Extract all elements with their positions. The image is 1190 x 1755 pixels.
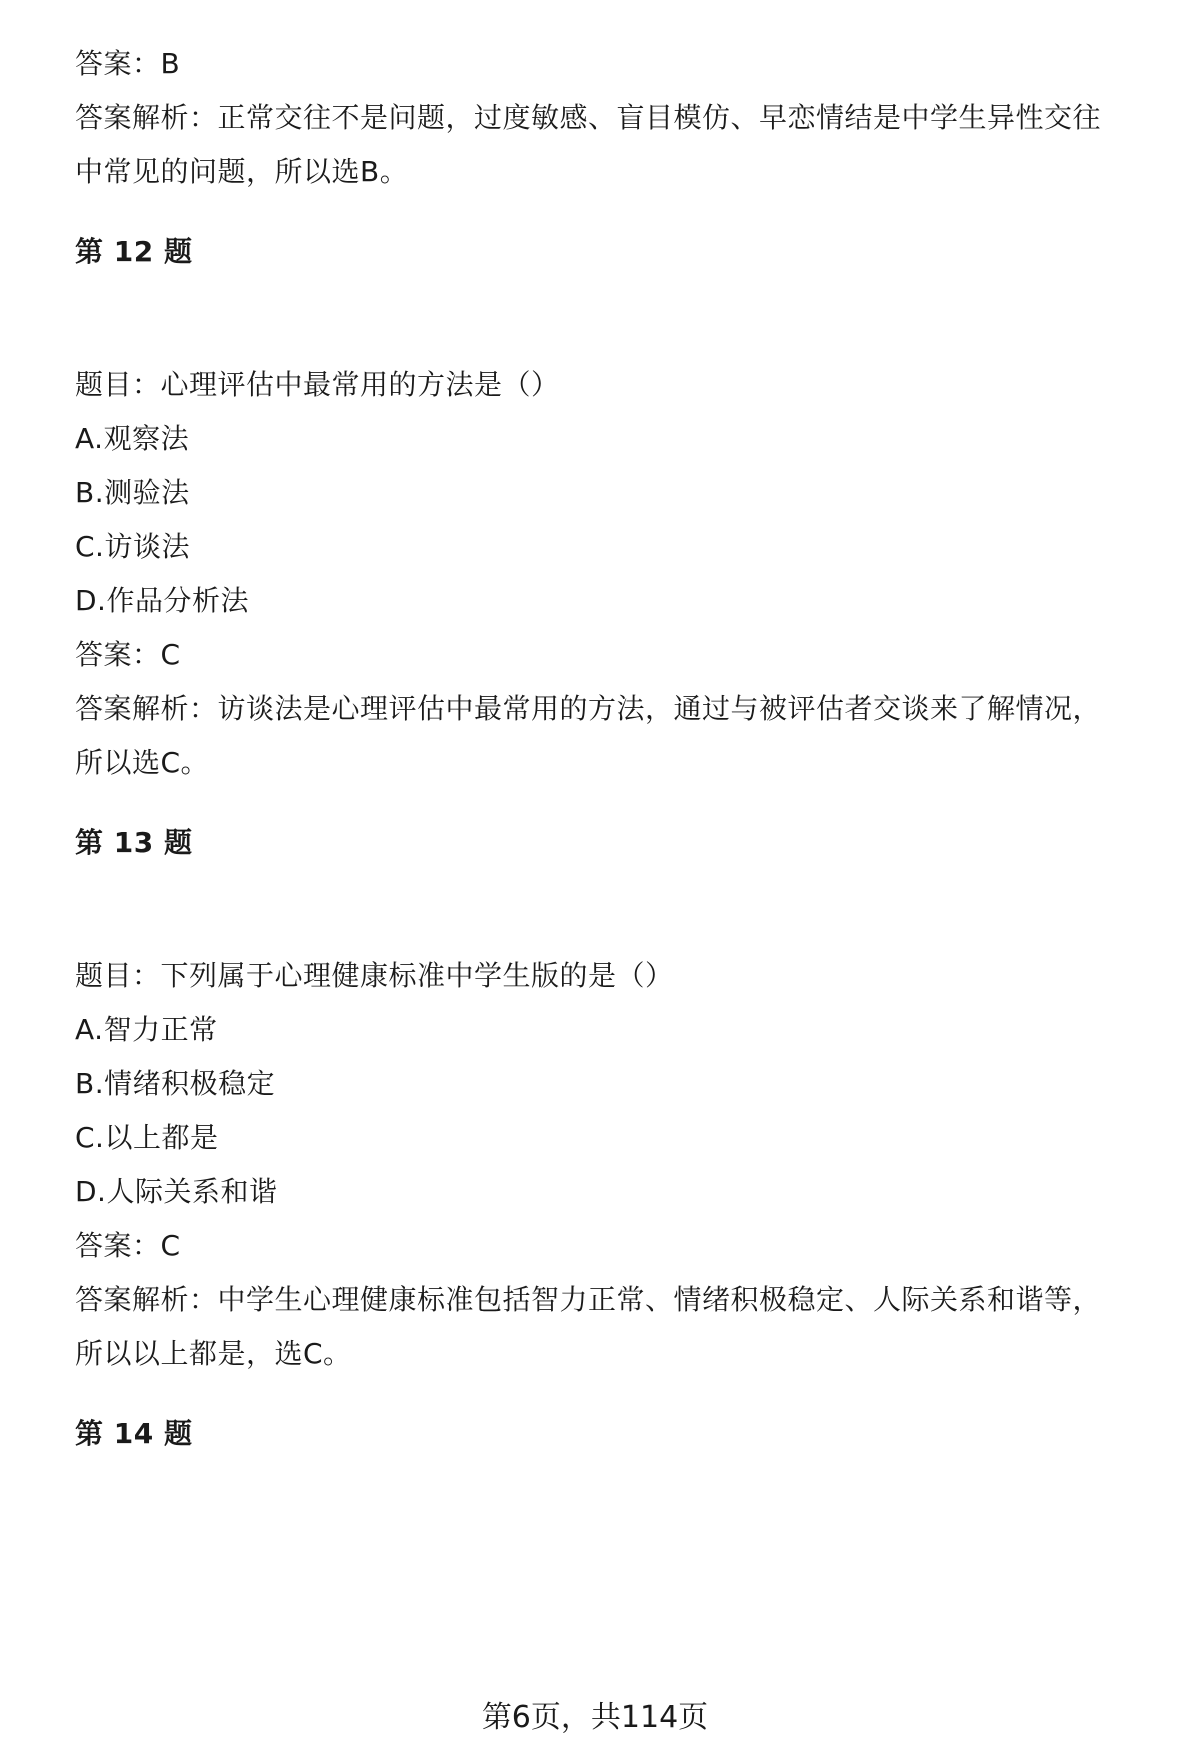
option-c: C.访谈法 xyxy=(75,530,190,563)
option-d: D.作品分析法 xyxy=(75,584,249,617)
question-heading: 第 14 题 xyxy=(75,1417,193,1450)
analysis-line: 答案解析：正常交往不是问题，过度敏感、盲目模仿、早恋情结是中学生异性交往 xyxy=(75,101,1102,134)
question-prompt: 题目：下列属于心理健康标准中学生版的是（） xyxy=(75,959,674,992)
analysis-line: 答案解析：中学生心理健康标准包括智力正常、情绪积极稳定、人际关系和谐等， xyxy=(75,1283,1102,1316)
option-a: A.观察法 xyxy=(75,422,190,455)
analysis-line: 所以以上都是，选C。 xyxy=(75,1337,352,1370)
answer-line: 答案：C xyxy=(75,1229,181,1262)
option-b: B.情绪积极稳定 xyxy=(75,1067,276,1100)
analysis-line: 所以选C。 xyxy=(75,746,210,779)
page-number-footer: 第6页，共114页 xyxy=(481,1700,709,1735)
question-prompt: 题目：心理评估中最常用的方法是（） xyxy=(75,368,560,401)
answer-line: 答案：C xyxy=(75,638,181,671)
option-c: C.以上都是 xyxy=(75,1121,219,1154)
answer-line: 答案：B xyxy=(75,47,181,80)
option-b: B.测验法 xyxy=(75,476,190,509)
option-a: A.智力正常 xyxy=(75,1013,218,1046)
analysis-line: 答案解析：访谈法是心理评估中最常用的方法，通过与被评估者交谈来了解情况， xyxy=(75,692,1102,725)
question-heading: 第 13 题 xyxy=(75,826,193,859)
analysis-line: 中常见的问题，所以选B。 xyxy=(75,155,409,188)
question-heading: 第 12 题 xyxy=(75,235,193,268)
option-d: D.人际关系和谐 xyxy=(75,1175,278,1208)
